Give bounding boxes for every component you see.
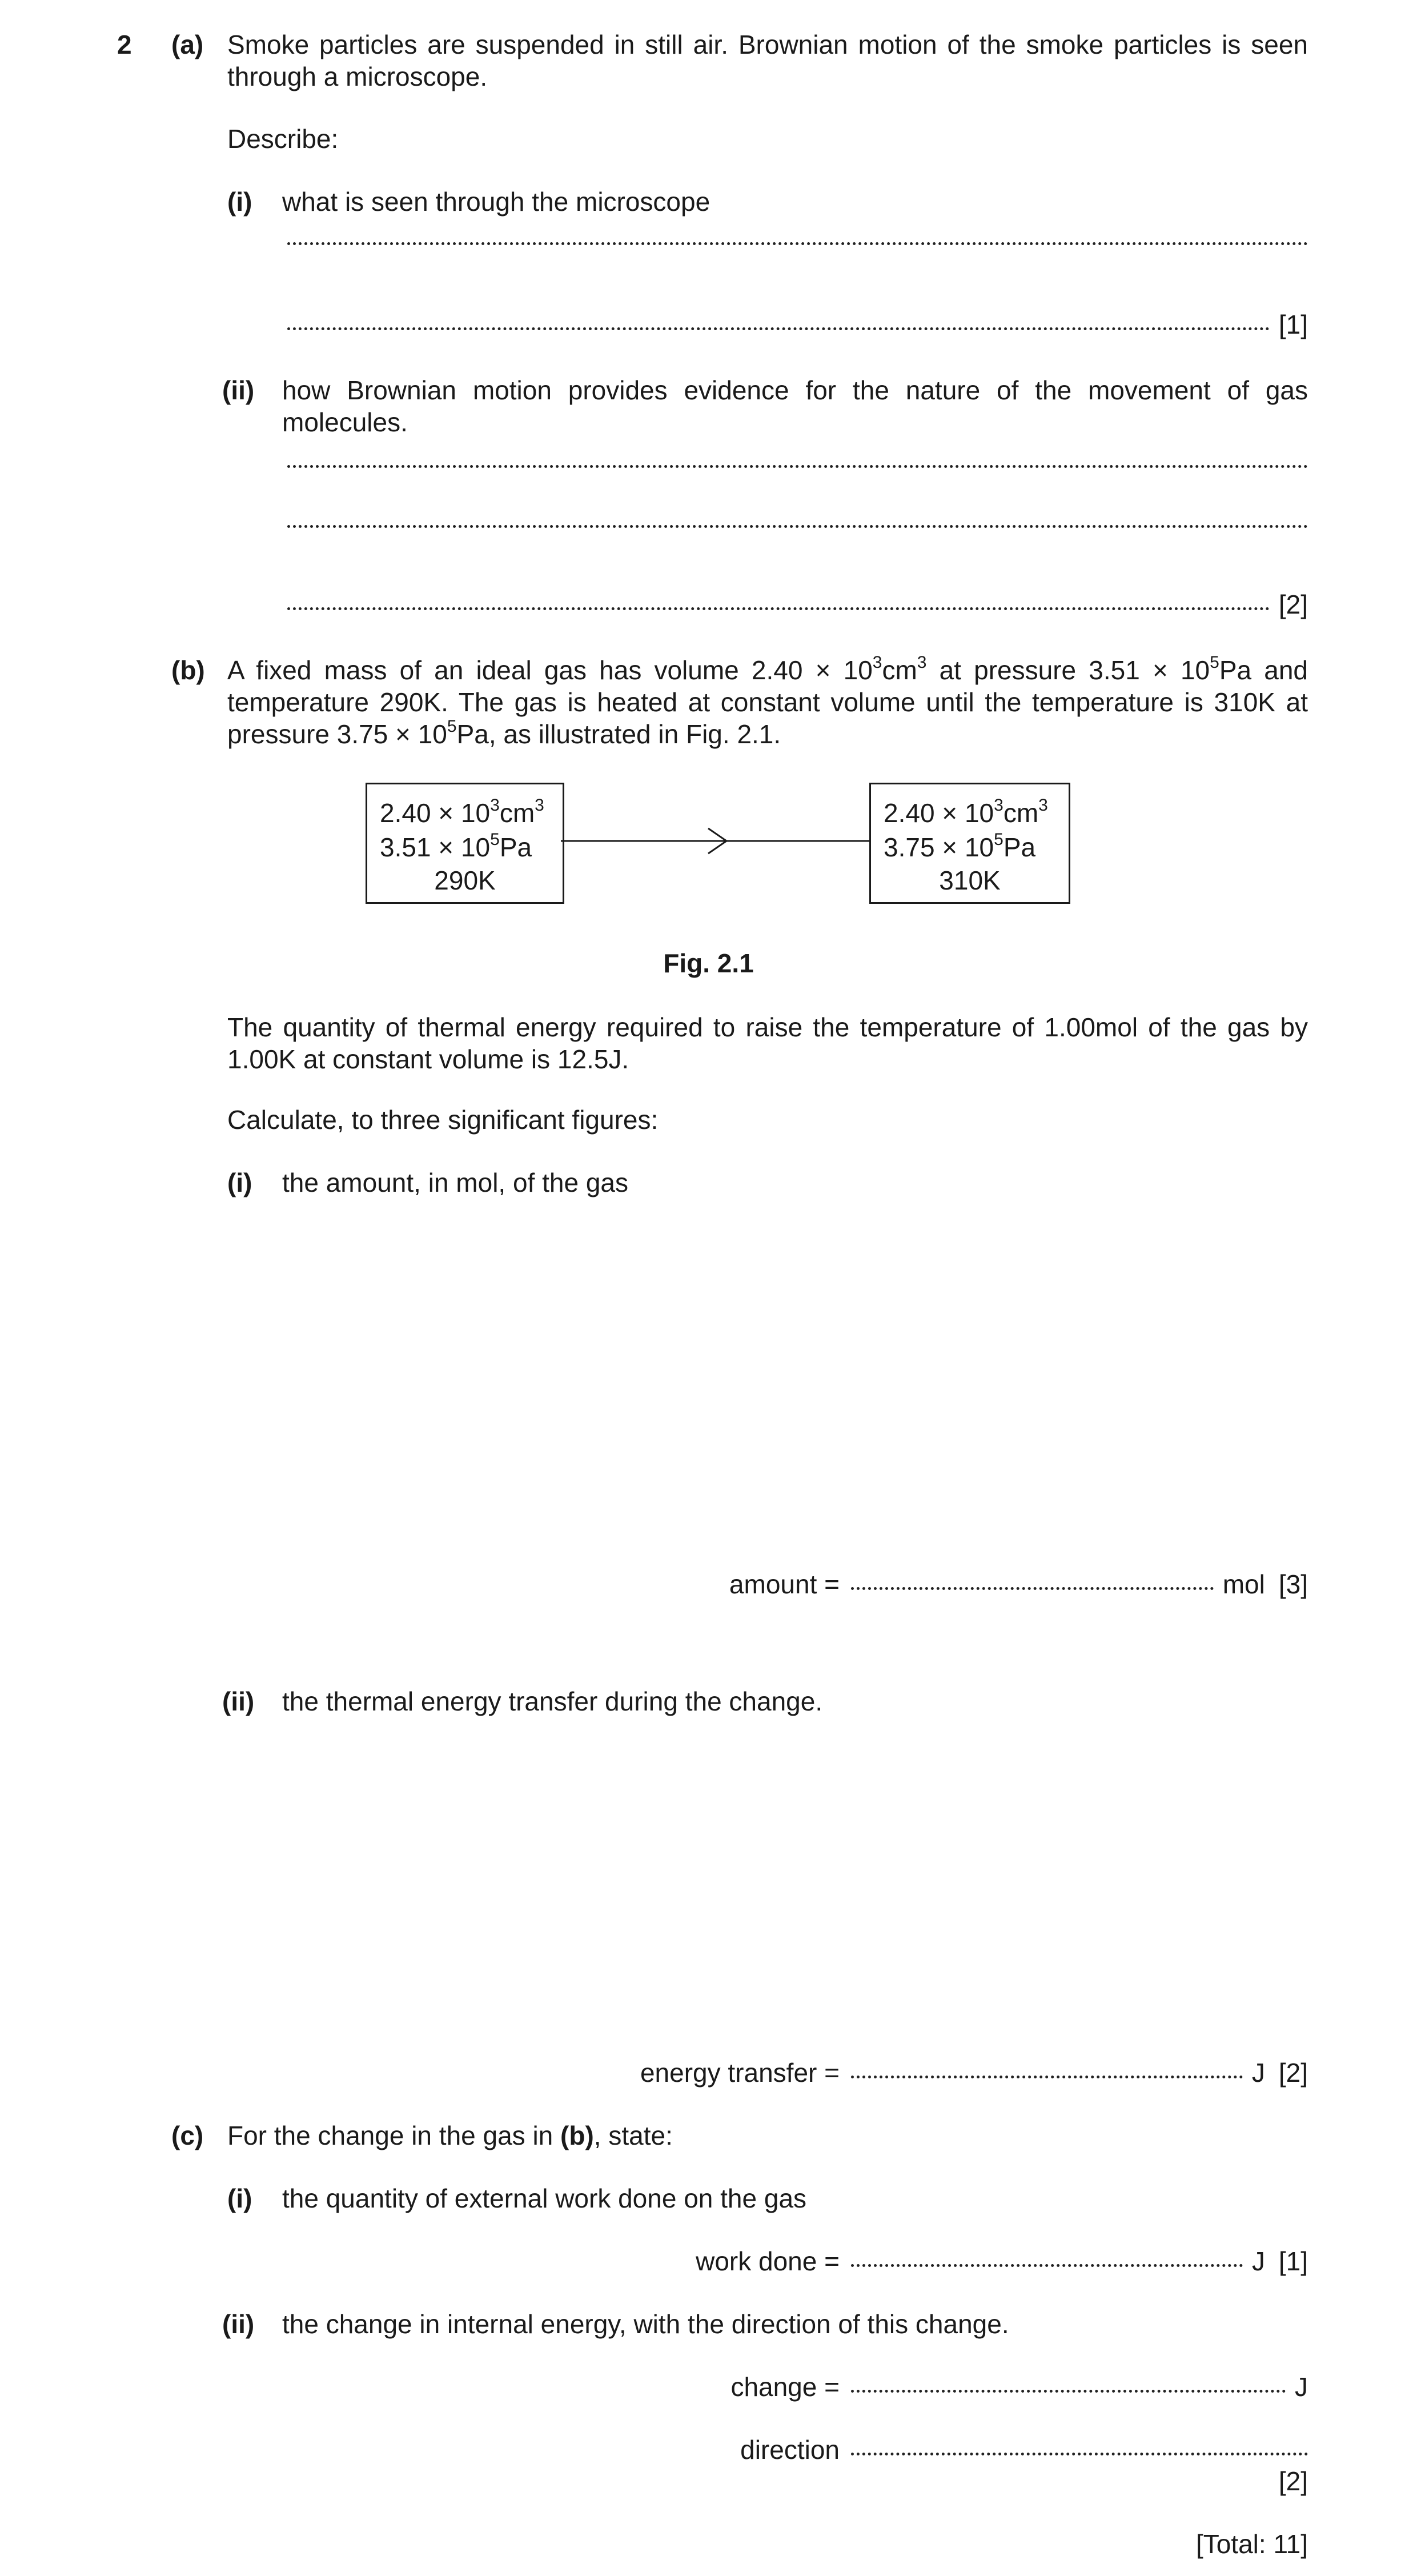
unit: J: [1251, 2058, 1265, 2088]
total-marks: [Total: 11]: [1195, 2529, 1308, 2559]
part-c-label: (c): [171, 2121, 204, 2150]
energy-answer-row: [571, 2057, 1308, 2089]
answer-line[interactable]: [287, 246, 1308, 253]
answer-line[interactable]: [851, 2453, 1308, 2455]
part-c-i-label: (i): [227, 2184, 252, 2213]
answer-line[interactable]: [287, 309, 1308, 340]
part-a-i-text: what is seen through the microscope: [282, 187, 710, 217]
marks: [2]: [1278, 2058, 1308, 2088]
answer-line[interactable]: [851, 2076, 1243, 2078]
initial-state-box: [366, 783, 564, 904]
answer-label: work done =: [696, 2246, 840, 2276]
direction-answer-row: [571, 2434, 1308, 2466]
part-a-i-label: (i): [227, 187, 252, 217]
answer-label: amount =: [729, 1569, 840, 1599]
marks: [1]: [1278, 310, 1308, 339]
part-c-intro: For the change in the gas in (b), state:: [227, 2121, 673, 2150]
question-number: 2: [117, 30, 132, 59]
initial-pressure: $3.51 \times 10^5Pa$: [380, 830, 532, 862]
final-temperature: 310K: [939, 866, 1001, 895]
answer-line[interactable]: [287, 468, 1308, 476]
marks: [2]: [1278, 2466, 1308, 2496]
part-b-intro: A fixed mass of an ideal gas has volume $2.40 \times 10^3cm^3$ at pressure $3.51 \times 10^5Pa$ and temperature 290K. The gas is heated at constant volume until the temperature is 310K at pressure $3.75 \times 10^5Pa$, as illustrated in Fig. 2.1.: [227, 652, 1308, 749]
part-c-i-text: the quantity of external work done on the gas: [282, 2184, 807, 2213]
answer-line[interactable]: [851, 2390, 1286, 2393]
part-a-intro: Smoke particles are suspended in still air. Brownian motion of the smoke particles is seen through a microscope.: [227, 30, 1308, 91]
part-a-label: (a): [171, 30, 204, 59]
part-c-ii-text: the change in internal energy, with the direction of this change.: [282, 2309, 1009, 2339]
initial-volume: $2.40 \times 10^3cm^3$: [380, 795, 544, 828]
final-state-box: [869, 783, 1070, 904]
part-b-ii-label: (ii): [222, 1686, 255, 1716]
unit: J: [1251, 2246, 1265, 2276]
final-volume: $2.40 \times 10^3cm^3$: [884, 795, 1048, 828]
answer-line[interactable]: [287, 588, 1308, 620]
part-b-ii-text: the thermal energy transfer during the change.: [282, 1686, 823, 1716]
final-pressure: $3.75 \times 10^5Pa$: [884, 830, 1036, 862]
figure-caption: Fig. 2.1: [663, 948, 754, 978]
marks: [1]: [1278, 2246, 1308, 2276]
calculate-text: Calculate, to three significant figures:: [227, 1105, 659, 1135]
describe-text: Describe:: [227, 124, 339, 154]
thermal-info: The quantity of thermal energy required to raise the temperature of 1.00mol of the gas by 1.00K at constant volume is 12.5J.: [227, 1012, 1308, 1074]
answer-label: change =: [730, 2372, 840, 2402]
answer-line[interactable]: [851, 1587, 1214, 1590]
answer-label: energy transfer =: [640, 2058, 840, 2088]
unit: mol: [1222, 1569, 1265, 1599]
process-arrow: [561, 823, 869, 857]
answer-line[interactable]: [851, 2264, 1243, 2267]
part-c-ii-label: (ii): [222, 2309, 255, 2339]
part-a-ii-text: how Brownian motion provides evidence for the nature of the movement of gas molecules.: [282, 375, 1308, 437]
answer-label: direction: [740, 2435, 840, 2465]
part-a-ii-label: (ii): [222, 375, 255, 405]
part-b-i-text: the amount, in mol, of the gas: [282, 1168, 629, 1197]
marks: [3]: [1278, 1569, 1308, 1599]
part-b-i-label: (i): [227, 1168, 252, 1197]
unit: J: [1295, 2372, 1308, 2402]
part-b-label: (b): [171, 655, 205, 685]
amount-answer-row: [628, 1568, 1308, 1600]
change-answer-row: [571, 2371, 1308, 2403]
answer-line[interactable]: [287, 528, 1308, 536]
work-answer-row: [571, 2245, 1308, 2277]
marks: [2]: [1278, 590, 1308, 619]
initial-temperature: 290K: [434, 866, 496, 895]
